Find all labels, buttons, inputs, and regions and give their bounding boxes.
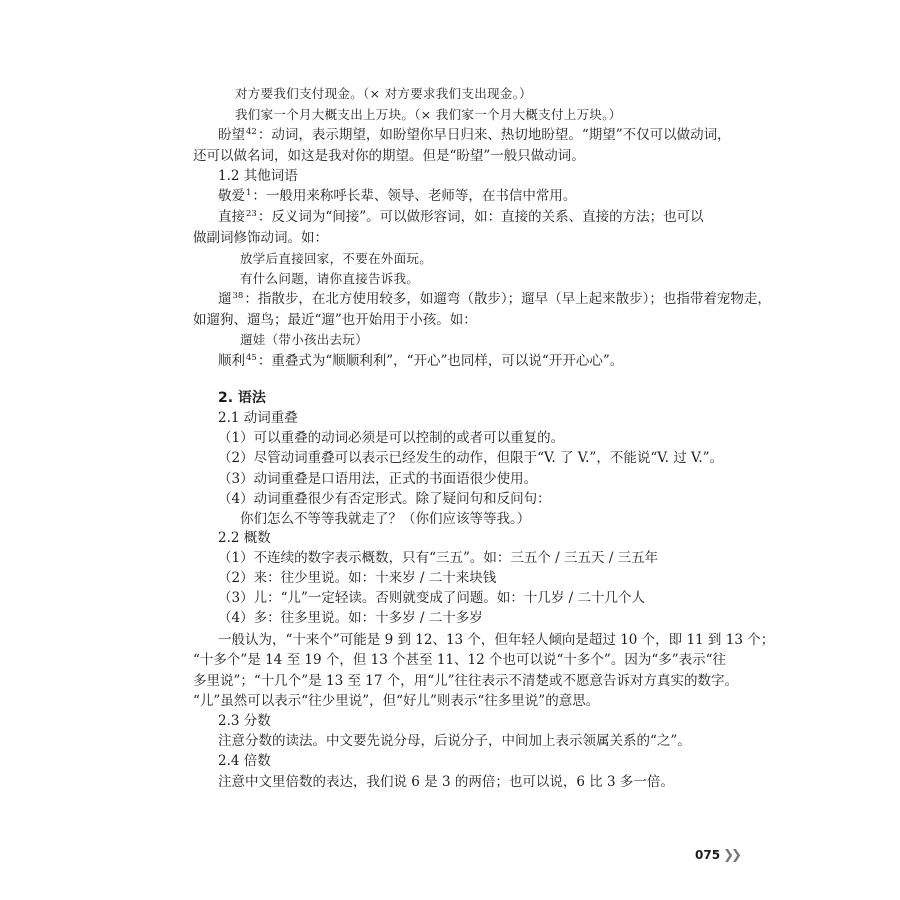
line-text: （3）动词重叠是口语用法，正式的书面语很少使用。	[218, 471, 538, 487]
line-text: ：重叠式为“顺顺利利”，“开心”也同样，可以说“开开心心”。	[257, 353, 624, 369]
line-text: 2.3 分数	[218, 713, 271, 729]
rule-item	[0, 609, 900, 627]
line-text: 有什么问题，请你直接告诉我。	[240, 271, 420, 286]
rule-item	[0, 470, 900, 488]
rule-item	[0, 549, 900, 567]
vocab-entry-shunli	[0, 352, 900, 370]
vocab-superscript: 1	[246, 187, 252, 198]
rule-item	[0, 589, 900, 607]
line-text: 如遛狗、遛鸟；最近“遛”也开始用于小孩。如：	[193, 312, 477, 328]
line-text: （2）来：往少里说。如：十来岁 / 二十来块钱	[218, 570, 497, 586]
vocab-term: 盼望	[218, 127, 245, 143]
line-text: （1）可以重叠的动词必须是可以控制的或者可以重复的。	[218, 430, 565, 446]
body-line	[0, 311, 900, 329]
rule-item	[0, 569, 900, 587]
body-line	[0, 773, 900, 791]
rule-item	[0, 490, 900, 508]
vocab-entry-panwang	[0, 126, 900, 144]
line-text: 一般认为，“十来个”可能是 9 到 12、13 个，但年轻人倾向是超过 10 个，即 11 到 13 个；	[218, 632, 775, 648]
line-text: ：动词，表示期望，如盼望你早日归来、热切地盼望。“期望”不仅可以做动词，	[257, 127, 731, 143]
line-text: 2.1 动词重叠	[218, 410, 298, 426]
line-text: 还可以做名词，如这是我对你的期望。但是“盼望”一般只做动词。	[193, 148, 585, 164]
example-sentence	[0, 106, 900, 124]
line-text: ：反义词为“间接”。可以做形容词，如：直接的关系、直接的方法；也可以	[257, 209, 704, 225]
line-text: ：指散步，在北方使用较多，如遛弯（散步）；遛早（早上起来散步）；也指带着宠物走，	[244, 291, 771, 307]
example-sentence	[0, 331, 900, 349]
body-line	[0, 229, 900, 247]
line-text: 2.2 概数	[218, 530, 271, 546]
page-number: 075	[695, 848, 721, 862]
subsection-heading	[0, 167, 900, 185]
subsection-heading	[0, 712, 900, 730]
body-line	[0, 147, 900, 165]
vocab-superscript: 45	[246, 352, 257, 363]
section-heading	[0, 389, 900, 407]
line-text: 1.2 其他词语	[218, 168, 298, 184]
body-line	[0, 672, 900, 690]
line-text: 遛娃（带小孩出去玩）	[240, 332, 369, 347]
line-text: 我们家一个月大概支出上万块。（× 我们家一个月大概支付上万块。）	[235, 107, 622, 122]
line-text: （4）多：往多里说。如：十多岁 / 二十多岁	[218, 610, 483, 626]
line-text: 注意中文里倍数的表达，我们说 6 是 3 的两倍；也可以说，6 比 3 多一倍。	[218, 774, 674, 790]
line-text: 对方要我们支付现金。（× 对方要求我们支出现金。）	[235, 86, 532, 101]
vocab-term: 直接	[218, 209, 245, 225]
line-text: 多里说”；“十几个”是 13 至 17 个，用“儿”往往表示不清楚或不愿意告诉对方真实的数字。	[193, 673, 739, 689]
subsection-heading	[0, 409, 900, 427]
vocab-entry-jingai	[0, 187, 900, 205]
line-text: （2）尽管动词重叠可以表示已经发生的动作，但限于“V. 了 V.”，不能说“V. 过 V.”。	[218, 450, 724, 466]
line-text: 2. 语法	[218, 390, 266, 406]
vocab-superscript: 23	[246, 208, 257, 219]
line-text: “儿”虽然可以表示“往少里说”，但“好儿”则表示“往多里说”的意思。	[193, 693, 600, 709]
line-text: （3）儿：“儿”一定轻读。否则就变成了问题。如：十几岁 / 二十几个人	[218, 590, 646, 606]
line-text: 2.4 倍数	[218, 753, 271, 769]
rule-item	[0, 429, 900, 447]
vocab-superscript: 42	[246, 126, 257, 137]
line-text: 放学后直接回家，不要在外面玩。	[240, 251, 433, 266]
vocab-entry-liu	[0, 290, 900, 308]
body-line	[0, 631, 900, 649]
page-footer	[695, 848, 739, 863]
line-text: “十多个”是 14 至 19 个，但 13 个甚至 11、12 个也可以说“十多个”。因为“多”表示“往	[193, 652, 727, 668]
line-text: （4）动词重叠很少有否定形式。除了疑问句和反问句：	[218, 491, 551, 507]
vocab-superscript: 38	[232, 290, 244, 301]
body-line	[0, 732, 900, 750]
vocab-term: 顺利	[218, 353, 245, 369]
vocab-term: 遛	[218, 291, 232, 307]
line-text: 做副词修饰动词。如：	[193, 230, 328, 246]
example-sentence	[0, 250, 900, 268]
line-text: （1）不连续的数字表示概数，只有“三五”。如：三五个 / 三五天 / 三五年	[218, 550, 659, 566]
vocab-entry-zhijie	[0, 208, 900, 226]
body-line	[0, 651, 900, 669]
subsection-heading	[0, 529, 900, 547]
next-page-arrow-icon: ❯❯	[723, 848, 739, 863]
line-text: 注意分数的读法。中文要先说分母，后说分子，中间加上表示领属关系的“之”。	[218, 733, 691, 749]
line-text: 你们怎么不等等我就走了？（你们应该等等我。）	[240, 511, 531, 527]
vocab-term: 敬爱	[218, 188, 245, 204]
subsection-heading	[0, 752, 900, 770]
example-sentence	[0, 270, 900, 288]
example-sentence	[0, 85, 900, 103]
line-text: ：一般用来称呼长辈、领导、老师等，在书信中常用。	[252, 188, 577, 204]
body-line	[0, 692, 900, 710]
example-sentence	[0, 510, 900, 528]
rule-item	[0, 449, 900, 467]
